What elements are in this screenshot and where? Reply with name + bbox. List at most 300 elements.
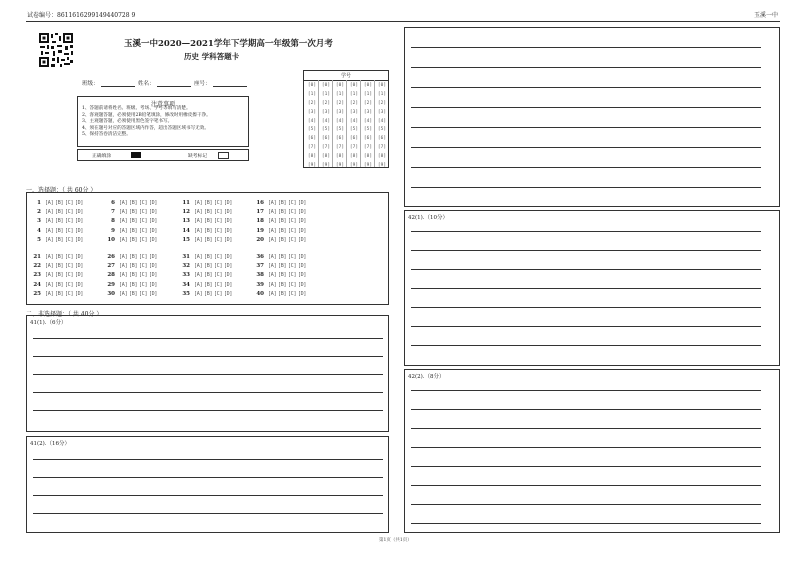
choice-bubble[interactable]: [B]	[54, 218, 64, 225]
choice-bubble[interactable]: [A]	[194, 272, 203, 279]
choice-bubble[interactable]: [B]	[203, 272, 213, 279]
choice-bubble[interactable]: [A]	[194, 227, 203, 234]
writing-line	[33, 374, 383, 375]
choice-question	[27, 262, 85, 270]
choice-bubble[interactable]: [A]	[119, 263, 128, 270]
writing-line	[411, 447, 761, 448]
student-id-bubble[interactable]: [0]	[307, 83, 317, 88]
student-id-bubble[interactable]: [4]	[349, 118, 359, 124]
choice-bubble[interactable]: [D]	[148, 218, 158, 225]
choice-bubble[interactable]: [A]	[119, 200, 128, 206]
choice-question	[101, 281, 159, 289]
note-item: 4、须在题号对应的答题区域内作答，超出答题区域书写无效。	[82, 125, 209, 131]
choice-bubble[interactable]: [B]	[128, 272, 138, 279]
choice-bubble[interactable]: [D]	[297, 209, 307, 216]
writing-line	[33, 477, 383, 478]
choice-bubble[interactable]: [B]	[54, 209, 64, 216]
student-id-bubble[interactable]: [0]	[335, 83, 345, 88]
choice-question	[27, 290, 85, 298]
choice-bubble[interactable]: [D]	[297, 272, 307, 279]
student-id-bubble[interactable]: [2]	[335, 100, 345, 106]
choice-bubble[interactable]: [C]	[64, 290, 74, 297]
choice-bubble[interactable]: [D]	[297, 263, 307, 270]
student-id-bubble[interactable]: [9]	[335, 163, 345, 169]
student-id-bubble[interactable]: [7]	[307, 145, 317, 151]
choice-bubble[interactable]: [A]	[194, 263, 203, 270]
choice-bubble[interactable]: [B]	[203, 236, 213, 243]
q41-1-label: 41(1).（6分）	[30, 320, 67, 326]
choice-bubble[interactable]: [C]	[64, 281, 74, 288]
choice-bubble[interactable]: [A]	[45, 218, 54, 225]
choice-bubble[interactable]: [A]	[194, 209, 203, 216]
correct-mark-label: 正确填涂	[92, 154, 112, 159]
writing-line	[411, 345, 761, 346]
choice-bubble[interactable]: [C]	[287, 254, 297, 260]
choice-question	[250, 271, 308, 279]
student-id-bubble[interactable]: [4]	[377, 118, 387, 124]
choice-bubble[interactable]: [C]	[213, 200, 223, 206]
choice-bubble[interactable]: [A]	[268, 236, 277, 243]
question-number: 36	[256, 254, 264, 260]
choice-bubble[interactable]: [D]	[297, 236, 307, 243]
student-id-bubble[interactable]: [5]	[349, 127, 359, 133]
choice-bubble[interactable]: [A]	[194, 290, 203, 297]
choice-question	[101, 271, 159, 279]
choice-bubble[interactable]: [A]	[194, 218, 203, 225]
choice-bubble[interactable]: [B]	[54, 281, 64, 288]
choice-bubble[interactable]: [B]	[128, 236, 138, 243]
student-id-label: 学号	[340, 73, 351, 79]
writing-line	[411, 147, 761, 148]
choice-bubble[interactable]: [B]	[277, 290, 287, 297]
student-id-bubble[interactable]: [0]	[377, 83, 387, 88]
choice-bubble[interactable]: [C]	[287, 236, 297, 243]
student-id-bubble[interactable]: [5]	[363, 127, 373, 133]
choice-bubble[interactable]: [D]	[148, 227, 158, 234]
choice-bubble[interactable]: [D]	[223, 254, 233, 260]
student-id-bubble[interactable]: [8]	[377, 154, 387, 160]
absent-mark-checkbox[interactable]	[218, 152, 229, 159]
choice-bubble[interactable]: [B]	[54, 263, 64, 270]
choice-bubble[interactable]: [C]	[287, 272, 297, 279]
choice-bubble[interactable]: [C]	[64, 209, 74, 216]
question-number: 14	[182, 227, 190, 234]
choice-bubble[interactable]: [C]	[287, 263, 297, 270]
choice-bubble[interactable]: [A]	[45, 272, 54, 279]
question-number: 1	[37, 200, 41, 206]
choice-bubble[interactable]: [C]	[213, 227, 223, 234]
choice-bubble[interactable]: [B]	[128, 290, 138, 297]
choice-bubble[interactable]: [A]	[268, 290, 277, 297]
choice-bubble[interactable]: [C]	[287, 218, 297, 225]
choice-bubble[interactable]: [B]	[277, 200, 287, 206]
answer-box-41-1[interactable]	[26, 315, 389, 432]
choice-question	[250, 290, 308, 298]
choice-question	[250, 199, 308, 207]
choice-bubble[interactable]: [C]	[64, 227, 74, 234]
choice-bubble[interactable]: [C]	[138, 290, 148, 297]
question-number: 24	[33, 281, 41, 288]
choice-bubble[interactable]: [D]	[74, 281, 84, 288]
choice-bubble[interactable]: [C]	[64, 263, 74, 270]
choice-bubble[interactable]: [B]	[203, 254, 213, 260]
choice-bubble[interactable]: [A]	[268, 254, 277, 260]
choice-bubble[interactable]: [B]	[128, 200, 138, 206]
answer-box-41-2[interactable]	[26, 436, 389, 533]
choice-bubble[interactable]: [C]	[138, 272, 148, 279]
choice-bubble[interactable]: [D]	[223, 290, 233, 297]
choice-bubble[interactable]: [A]	[268, 218, 277, 225]
choice-question	[27, 271, 85, 279]
choice-bubble[interactable]: [D]	[297, 281, 307, 288]
choice-bubble[interactable]: [A]	[268, 272, 277, 279]
choice-bubble[interactable]: [A]	[268, 263, 277, 270]
choice-bubble[interactable]: [B]	[128, 281, 138, 288]
choice-bubble[interactable]: [C]	[64, 236, 74, 243]
choice-bubble[interactable]: [B]	[128, 254, 138, 260]
question-number: 33	[182, 272, 190, 279]
student-id-bubble[interactable]: [2]	[363, 100, 373, 106]
choice-bubble[interactable]: [C]	[138, 281, 148, 288]
choice-bubble[interactable]: [C]	[213, 254, 223, 260]
student-id-bubble[interactable]: [2]	[321, 100, 331, 106]
choice-question	[27, 208, 85, 216]
choice-bubble[interactable]: [B]	[277, 236, 287, 243]
student-id-bubble[interactable]: [8]	[363, 154, 373, 160]
student-id-bubble[interactable]: [6]	[321, 136, 331, 142]
choice-bubble[interactable]: [D]	[148, 209, 158, 216]
choice-bubble[interactable]: [A]	[119, 290, 128, 297]
student-id-bubble[interactable]: [1]	[321, 91, 331, 97]
student-id-bubble[interactable]: [5]	[377, 127, 387, 133]
choice-bubble[interactable]: [A]	[45, 263, 54, 270]
marks-box	[77, 149, 249, 161]
choice-bubble[interactable]: [A]	[119, 281, 128, 288]
choice-bubble[interactable]: [A]	[119, 254, 128, 260]
choice-bubble[interactable]: [A]	[45, 290, 54, 297]
choice-bubble[interactable]: [C]	[64, 254, 74, 260]
choice-bubble[interactable]: [A]	[194, 236, 203, 243]
choice-bubble[interactable]: [C]	[138, 263, 148, 270]
choice-bubble[interactable]: [B]	[203, 281, 213, 288]
student-id-bubble[interactable]: [7]	[377, 145, 387, 151]
student-id-bubble[interactable]: [6]	[349, 136, 359, 142]
choice-question	[176, 290, 234, 298]
student-id-bubble[interactable]: [5]	[321, 127, 331, 133]
choice-bubble[interactable]: [D]	[297, 290, 307, 297]
choice-bubble[interactable]: [A]	[268, 200, 277, 206]
page-title: 玉溪一中2020—2021学年下学期高一年级第一次月考	[124, 39, 333, 49]
student-id-bubble[interactable]: [4]	[363, 118, 373, 124]
choice-bubble[interactable]: [B]	[203, 290, 213, 297]
choice-bubble[interactable]: [B]	[277, 218, 287, 225]
choice-bubble[interactable]: [D]	[297, 218, 307, 225]
choice-bubble[interactable]: [D]	[223, 272, 233, 279]
student-id-bubble[interactable]: [3]	[335, 109, 345, 115]
student-id-bubble[interactable]: [2]	[377, 100, 387, 106]
student-id-bubble[interactable]: [1]	[363, 91, 373, 97]
choice-bubble[interactable]: [B]	[54, 272, 64, 279]
exam-code-value: 8611616299149440728 9	[57, 12, 136, 19]
student-id-bubble[interactable]: [4]	[321, 118, 331, 124]
choice-bubble[interactable]: [C]	[287, 227, 297, 234]
choice-bubble[interactable]: [D]	[74, 209, 84, 216]
student-id-box	[303, 70, 389, 168]
student-id-col-divider	[346, 80, 347, 167]
student-id-bubble[interactable]: [5]	[307, 127, 317, 133]
choice-bubble[interactable]: [D]	[297, 254, 307, 260]
choice-bubble[interactable]: [D]	[148, 254, 158, 260]
student-id-bubble[interactable]: [1]	[307, 91, 317, 97]
choice-bubble[interactable]: [B]	[277, 209, 287, 216]
student-id-bubble[interactable]: [4]	[335, 118, 345, 124]
writing-line	[411, 307, 761, 308]
choice-question	[250, 253, 308, 261]
choice-bubble[interactable]: [B]	[277, 254, 287, 260]
choice-question	[250, 208, 308, 216]
choice-bubble[interactable]: [C]	[213, 263, 223, 270]
question-number: 26	[107, 254, 115, 260]
choice-bubble[interactable]: [A]	[119, 218, 128, 225]
choice-bubble[interactable]: [C]	[213, 218, 223, 225]
choice-bubble[interactable]: [A]	[268, 227, 277, 234]
seat-field-line[interactable]	[213, 86, 247, 87]
choice-bubble[interactable]: [C]	[213, 272, 223, 279]
question-number: 12	[182, 209, 190, 216]
choice-bubble[interactable]: [D]	[223, 227, 233, 234]
student-id-column	[307, 82, 317, 171]
question-number: 22	[33, 263, 41, 270]
choice-bubble[interactable]: [C]	[138, 209, 148, 216]
choice-bubble[interactable]: [A]	[194, 281, 203, 288]
choice-bubble[interactable]: [A]	[45, 254, 54, 260]
question-number: 7	[111, 209, 115, 216]
student-id-bubble[interactable]: [6]	[377, 136, 387, 142]
choice-bubble[interactable]: [A]	[119, 209, 128, 216]
choice-bubble[interactable]: [D]	[223, 218, 233, 225]
question-number: 29	[107, 281, 115, 288]
choice-bubble[interactable]: [C]	[64, 272, 74, 279]
student-id-bubble[interactable]: [8]	[349, 154, 359, 160]
choice-bubble[interactable]: [D]	[297, 227, 307, 234]
student-id-bubble[interactable]: [3]	[321, 109, 331, 115]
choice-question	[101, 217, 159, 225]
choice-question	[27, 199, 85, 207]
student-id-bubble[interactable]: [0]	[321, 83, 331, 88]
choice-bubble[interactable]: [C]	[138, 254, 148, 260]
choice-question	[101, 290, 159, 298]
section1-title: 一、选择题：（ 共 60分 ）	[26, 187, 97, 194]
choice-bubble[interactable]: [B]	[277, 263, 287, 270]
exam-code-label: 试卷编号：	[27, 12, 58, 19]
choice-bubble[interactable]: [D]	[74, 200, 84, 206]
choice-bubble[interactable]: [A]	[45, 200, 54, 206]
name-field-line[interactable]	[157, 86, 191, 87]
student-id-col-divider	[318, 80, 319, 167]
student-id-bubble[interactable]: [7]	[335, 145, 345, 151]
writing-line	[411, 87, 761, 88]
choice-bubble[interactable]: [C]	[213, 281, 223, 288]
choice-bubble[interactable]: [A]	[268, 281, 277, 288]
writing-line	[411, 269, 761, 270]
student-id-bubble[interactable]: [6]	[307, 136, 317, 142]
question-number: 4	[37, 227, 41, 234]
writing-line	[411, 231, 761, 232]
question-number: 13	[182, 218, 190, 225]
choice-bubble[interactable]: [B]	[54, 200, 64, 206]
choice-bubble[interactable]: [C]	[213, 236, 223, 243]
student-id-bubble[interactable]: [9]	[377, 163, 387, 169]
student-id-bubble[interactable]: [3]	[307, 109, 317, 115]
choice-bubble[interactable]: [D]	[74, 218, 84, 225]
choice-question	[101, 236, 159, 244]
choice-bubble[interactable]: [D]	[74, 263, 84, 270]
choice-bubble[interactable]: [D]	[148, 200, 158, 206]
choice-bubble[interactable]: [A]	[194, 200, 203, 206]
choice-bubble[interactable]: [A]	[45, 281, 54, 288]
student-id-bubble[interactable]: [7]	[321, 145, 331, 151]
choice-bubble[interactable]: [D]	[223, 200, 233, 206]
student-id-bubble[interactable]: [6]	[363, 136, 373, 142]
choice-bubble[interactable]: [B]	[128, 227, 138, 234]
student-id-bubble[interactable]: [1]	[335, 91, 345, 97]
note-item: 1、答题前请将姓名、班级、考场、学号等填写清楚。	[82, 106, 191, 111]
answer-box-42-2[interactable]	[404, 369, 780, 533]
choice-bubble[interactable]: [B]	[128, 218, 138, 225]
student-id-bubble[interactable]: [1]	[377, 91, 387, 97]
student-id-bubble[interactable]: [3]	[363, 109, 373, 115]
choice-bubble[interactable]: [B]	[203, 227, 213, 234]
choice-bubble[interactable]: [C]	[64, 218, 74, 225]
writing-line	[411, 250, 761, 251]
choice-bubble[interactable]: [B]	[203, 218, 213, 225]
student-id-bubble[interactable]: [8]	[321, 154, 331, 160]
exam-code	[27, 10, 135, 19]
choice-bubble[interactable]: [D]	[223, 281, 233, 288]
choice-bubble[interactable]: [D]	[148, 281, 158, 288]
choice-bubble[interactable]: [C]	[287, 290, 297, 297]
choice-bubble[interactable]: [C]	[138, 236, 148, 243]
choice-bubble[interactable]: [D]	[74, 254, 84, 260]
choice-bubble[interactable]: [D]	[148, 236, 158, 243]
writing-line	[411, 504, 761, 505]
school-name-right: 玉溪一中	[753, 12, 778, 19]
student-id-col-divider	[332, 80, 333, 167]
question-number: 17	[256, 209, 264, 216]
student-id-bubble[interactable]: [9]	[363, 163, 373, 169]
question-number: 40	[256, 290, 264, 297]
choice-question	[27, 253, 85, 261]
choice-bubble[interactable]: [A]	[119, 236, 128, 243]
choice-bubble[interactable]: [C]	[138, 218, 148, 225]
choice-bubble[interactable]: [D]	[223, 209, 233, 216]
choice-bubble[interactable]: [D]	[297, 200, 307, 206]
choice-bubble[interactable]: [D]	[148, 272, 158, 279]
choice-bubble[interactable]: [B]	[54, 254, 64, 260]
student-id-bubble[interactable]: [6]	[335, 136, 345, 142]
question-number: 31	[182, 254, 190, 260]
choice-bubble[interactable]: [D]	[74, 227, 84, 234]
student-id-bubble[interactable]: [0]	[349, 83, 359, 88]
writing-line	[411, 127, 761, 128]
student-id-bubble[interactable]: [8]	[335, 154, 345, 160]
choice-bubble[interactable]: [C]	[287, 281, 297, 288]
choice-bubble[interactable]: [B]	[128, 263, 138, 270]
choice-bubble[interactable]: [A]	[268, 209, 277, 216]
choice-bubble[interactable]: [A]	[119, 227, 128, 234]
question-number: 35	[182, 290, 190, 297]
choice-bubble[interactable]: [D]	[74, 272, 84, 279]
choice-bubble[interactable]: [B]	[277, 281, 287, 288]
choice-bubble[interactable]: [B]	[277, 227, 287, 234]
choice-bubble[interactable]: [B]	[54, 290, 64, 297]
choice-bubble[interactable]: [D]	[74, 236, 84, 243]
notes-list	[82, 106, 211, 139]
choice-bubble[interactable]: [D]	[223, 263, 233, 270]
student-id-bubble[interactable]: [3]	[349, 109, 359, 115]
student-id-bubble[interactable]: [2]	[349, 100, 359, 106]
student-id-bubble[interactable]: [7]	[349, 145, 359, 151]
student-id-bubble[interactable]: [2]	[307, 100, 317, 106]
choice-bubble[interactable]: [C]	[138, 200, 148, 206]
choice-question	[176, 227, 234, 235]
answer-box-42-1[interactable]	[404, 210, 780, 366]
choice-question	[250, 217, 308, 225]
choice-bubble[interactable]: [B]	[54, 236, 64, 243]
answer-box-continuation[interactable]	[404, 27, 780, 207]
choice-bubble[interactable]: [A]	[119, 272, 128, 279]
choice-bubble[interactable]: [B]	[277, 272, 287, 279]
choice-bubble[interactable]: [C]	[213, 290, 223, 297]
student-id-bubble[interactable]: [8]	[307, 154, 317, 160]
writing-line	[411, 466, 761, 467]
choice-bubble[interactable]: [C]	[287, 209, 297, 216]
choice-bubble[interactable]: [D]	[148, 290, 158, 297]
choice-bubble[interactable]: [A]	[45, 236, 54, 243]
student-id-bubble[interactable]: [1]	[349, 91, 359, 97]
choice-bubble[interactable]: [A]	[45, 227, 54, 234]
choice-bubble[interactable]: [C]	[287, 200, 297, 206]
choice-bubble[interactable]: [C]	[64, 200, 74, 206]
student-id-bubble[interactable]: [4]	[307, 118, 317, 124]
choice-bubble[interactable]: [D]	[74, 290, 84, 297]
choice-bubble[interactable]: [B]	[203, 263, 213, 270]
student-id-bubble[interactable]: [3]	[377, 109, 387, 115]
choice-question	[176, 281, 234, 289]
choice-bubble[interactable]: [B]	[54, 227, 64, 234]
seat-field-label: 座号：	[194, 81, 211, 87]
student-id-bubble[interactable]: [9]	[321, 163, 331, 169]
writing-line	[411, 167, 761, 168]
choice-question	[101, 227, 159, 235]
student-id-bubble[interactable]: [5]	[335, 127, 345, 133]
choice-bubble[interactable]: [B]	[203, 200, 213, 206]
choice-bubble[interactable]: [A]	[194, 254, 203, 260]
student-id-bubble[interactable]: [7]	[363, 145, 373, 151]
choice-bubble[interactable]: [B]	[128, 209, 138, 216]
student-id-bubble[interactable]: [9]	[307, 163, 317, 169]
choice-bubble[interactable]: [D]	[148, 263, 158, 270]
choice-bubble[interactable]: [D]	[223, 236, 233, 243]
choice-bubble[interactable]: [A]	[45, 209, 54, 216]
class-field-line[interactable]	[101, 86, 135, 87]
student-id-bubble[interactable]: [0]	[363, 83, 373, 88]
choice-bubble[interactable]: [B]	[203, 209, 213, 216]
choice-bubble[interactable]: [C]	[138, 227, 148, 234]
student-id-bubble[interactable]: [9]	[349, 163, 359, 169]
question-number: 25	[33, 290, 41, 297]
choice-bubble[interactable]: [C]	[213, 209, 223, 216]
